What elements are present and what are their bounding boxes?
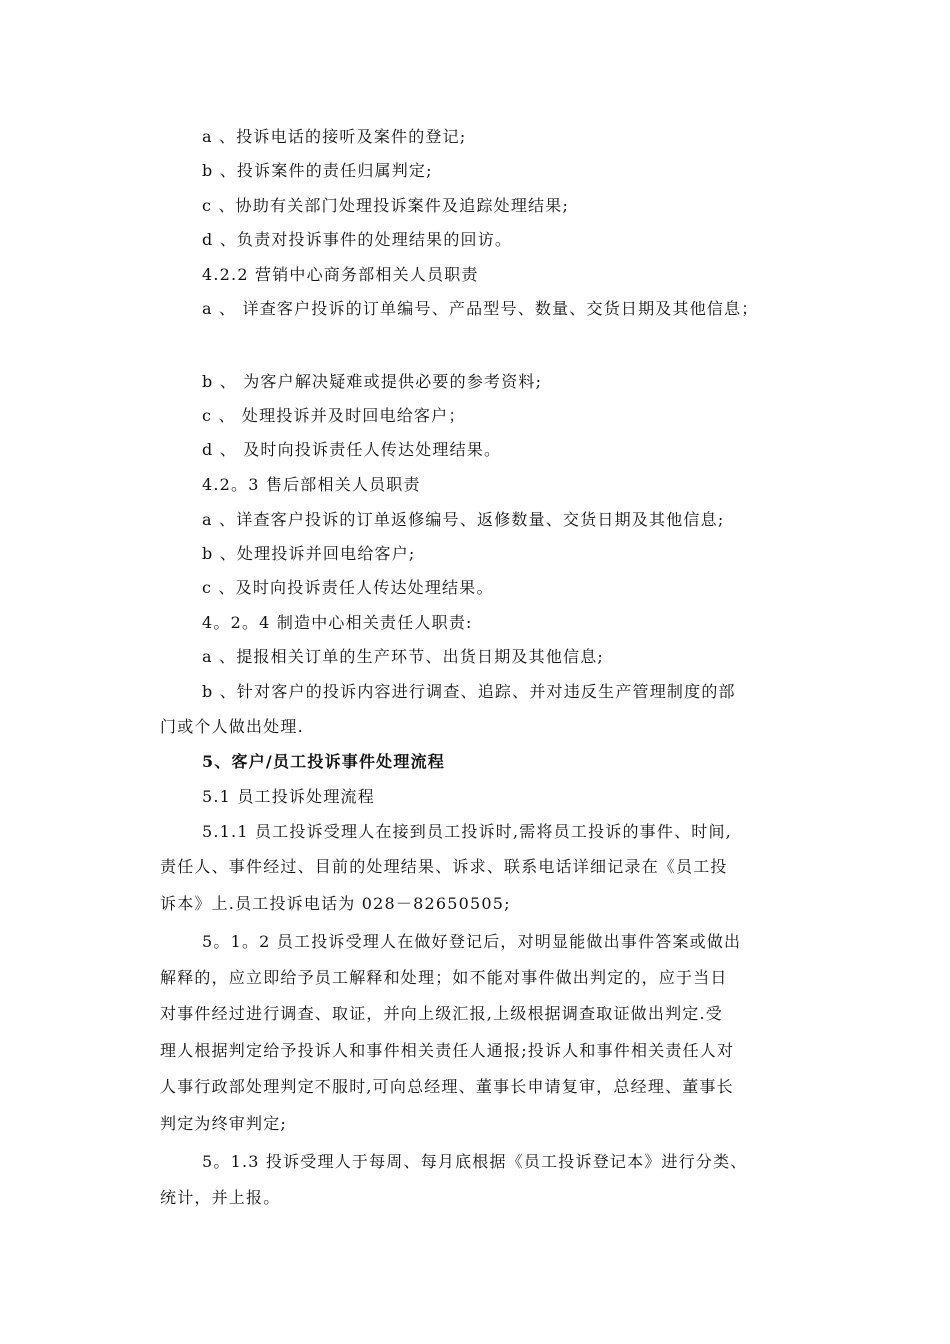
list-item: b 、针对客户的投诉内容进行调查、追踪、并对违反生产管理制度的部 (202, 682, 736, 701)
section-heading: 4。2。4 制造中心相关责任人职责: (202, 613, 473, 632)
list-item: a 、提报相关订单的生产环节、出货日期及其他信息; (202, 647, 605, 666)
list-item: c 、 处理投诉并及时回电给客户； (202, 406, 466, 425)
list-item: d 、负责对投诉事件的处理结果的回访。 (202, 230, 513, 249)
list-item: b 、处理投诉并回电给客户; (202, 544, 416, 563)
paragraph-line: 对事件经过进行调查、取证，并向上级汇报,上级根据调查取证做出判定.受 (160, 1004, 723, 1023)
list-item: c 、协助有关部门处理投诉案件及追踪处理结果; (202, 196, 570, 215)
paragraph-line: 责任人、事件经过、目前的处理结果、诉求、联系电话详细记录在《员工投 (160, 857, 728, 876)
paragraph-line: 统计，并上报。 (160, 1188, 281, 1207)
chapter-heading: 5、客户/员工投诉事件处理流程 (202, 752, 445, 771)
section-heading: 4.2。3 售后部相关人员职责 (202, 475, 421, 494)
subsection-heading: 5.1 员工投诉处理流程 (202, 787, 375, 806)
paragraph-line: 5。1。2 员工投诉受理人在做好登记后，对明显能做出事件答案或做出 (202, 932, 742, 951)
list-item: d 、 及时向投诉责任人传达处理结果。 (202, 440, 502, 459)
list-item: b 、 为客户解决疑难或提供必要的参考资料; (202, 372, 543, 391)
list-item: a 、投诉电话的接听及案件的登记; (202, 127, 467, 146)
section-heading: 4.2.2 营销中心商务部相关人员职责 (202, 265, 479, 284)
paragraph-line: 理人根据判定给予投诉人和事件相关责任人通报;投诉人和事件相关责任人对 (160, 1041, 735, 1060)
paragraph-line: 解释的，应立即给予员工解释和处理；如不能对事件做出判定的，应于当日 (160, 968, 728, 987)
list-item: a 、 详查客户投诉的订单编号、产品型号、数量、交货日期及其他信息； (202, 299, 759, 318)
paragraph-line: 5.1.1 员工投诉受理人在接到员工投诉时,需将员工投诉的事件、时间, (202, 822, 732, 841)
paragraph-line: 诉本》上.员工投诉电话为 028－82650505; (160, 894, 511, 913)
paragraph-line: 5。1.3 投诉受理人于每周、每月底根据《员工投诉登记本》进行分类、 (202, 1152, 748, 1171)
paragraph-line: 判定为终审判定; (160, 1114, 287, 1133)
list-item: c 、及时向投诉责任人传达处理结果。 (202, 578, 494, 597)
list-item: b 、投诉案件的责任归属判定; (202, 161, 433, 180)
list-item: a 、详查客户投诉的订单返修编号、返修数量、交货日期及其他信息; (202, 510, 725, 529)
paragraph-line: 人事行政部处理判定不服时,可向总经理、董事长申请复审，总经理、董事长 (160, 1077, 734, 1096)
list-item-continuation: 门或个人做出处理. (160, 717, 304, 736)
